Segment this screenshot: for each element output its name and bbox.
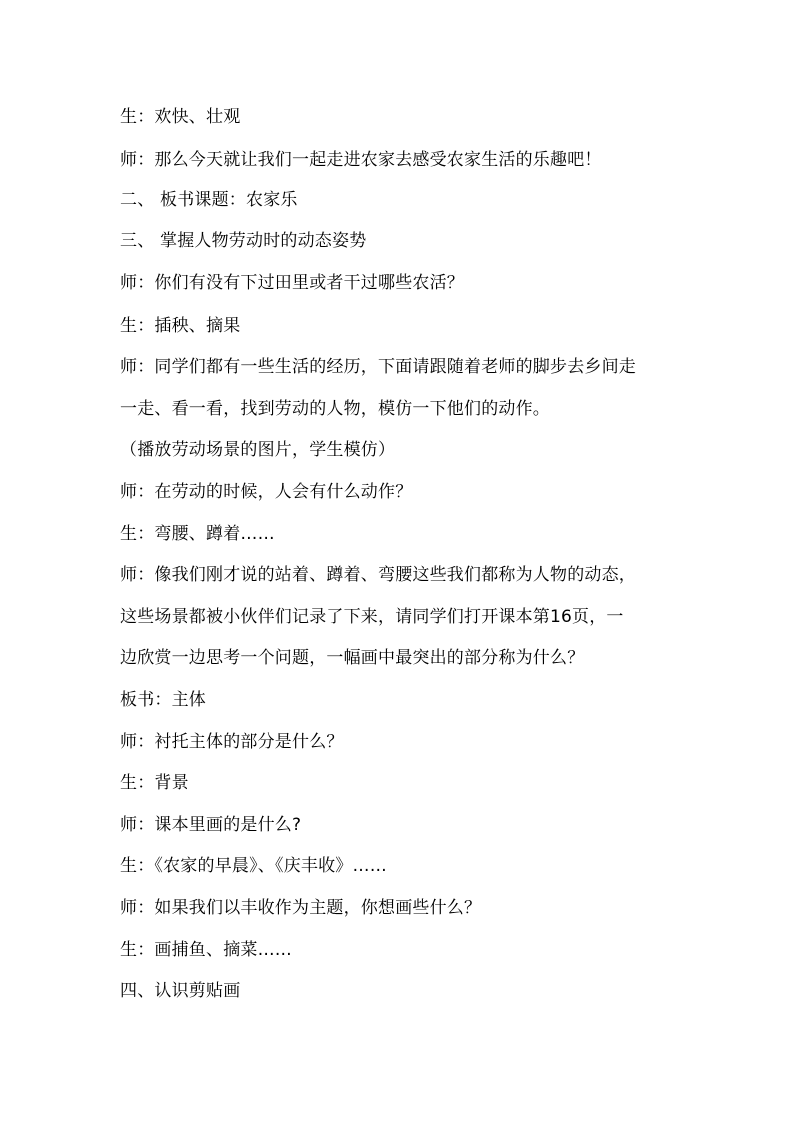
text-line: 师：课本里画的是什么?	[120, 815, 302, 835]
text-line: 板书：主体	[120, 690, 206, 710]
section-heading: 四、认识剪贴画	[120, 981, 241, 1001]
text-line: 边欣赏一边思考一个问题，一幅画中最突出的部分称为什么？	[120, 648, 585, 668]
text-line: 这些场景都被小伙伴们记录了下来，请同学们打开课本第16页，一	[120, 607, 624, 627]
text-line: 生：画捕鱼、摘菜……	[120, 940, 292, 960]
text-line: 生：背景	[120, 773, 189, 793]
text-line: 生：弯腰、蹲着……	[120, 524, 275, 544]
text-line: 师：衬托主体的部分是什么？	[120, 732, 344, 752]
text-line: 师：如果我们以丰收作为主题，你想画些什么？	[120, 898, 482, 918]
text-line: 生：《农家的早晨》、《庆丰收》……	[120, 856, 387, 876]
text-line: 一走、看一看，找到劳动的人物，模仿一下他们的动作。	[120, 399, 550, 419]
text-line: 师：像我们刚才说的站着、蹲着、弯腰这些我们都称为人物的动态，	[120, 565, 636, 585]
text-line: 师：那么今天就让我们一起走进农家去感受农家生活的乐趣吧！	[120, 150, 602, 170]
text-line: （播放劳动场景的图片，学生模仿）	[120, 440, 396, 460]
text-line: 生：欢快、壮观	[120, 107, 241, 127]
text-line: 师：同学们都有一些生活的经历，下面请跟随着老师的脚步去乡间走	[120, 357, 636, 377]
section-heading: 二、 板书课题：农家乐	[120, 190, 298, 210]
section-heading: 三、 掌握人物劳动时的动态姿势	[120, 231, 367, 251]
text-line: 生：插秧、摘果	[120, 316, 241, 336]
text-line: 师：你们有没有下过田里或者干过哪些农活？	[120, 273, 464, 293]
text-line: 师：在劳动的时候，人会有什么动作？	[120, 482, 413, 502]
